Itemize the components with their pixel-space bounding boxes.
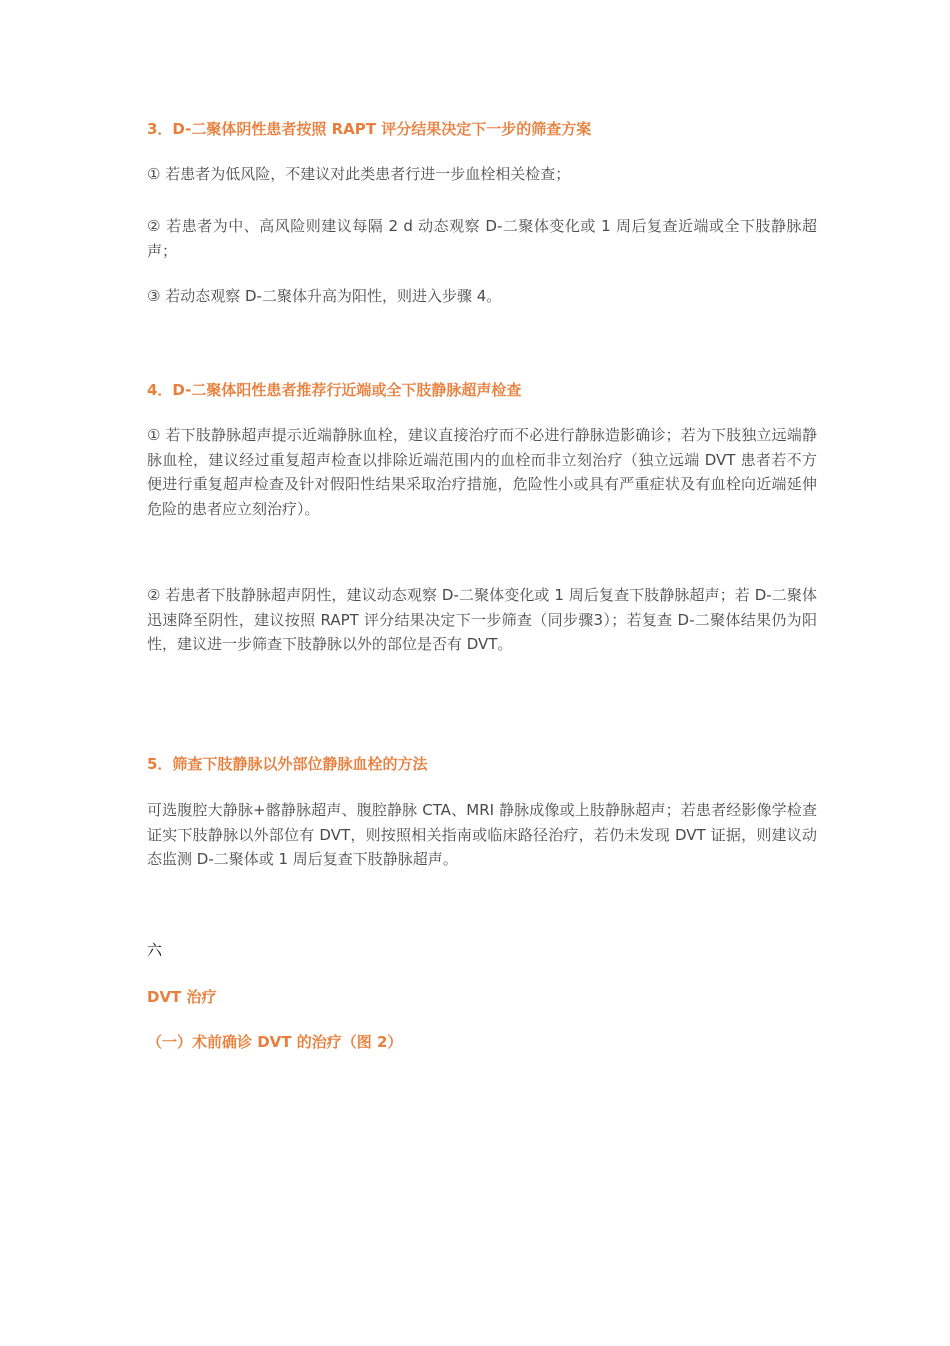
section-5-heading: 5．筛查下肢静脉以外部位静脉血栓的方法 bbox=[147, 755, 428, 773]
section-3-item-3: ③ 若动态观察 D-二聚体升高为阳性，则进入步骤 4。 bbox=[147, 287, 502, 305]
section-3-item-1: ① 若患者为低风险，不建议对此类患者行进一步血栓相关检查； bbox=[147, 165, 571, 183]
section-3-item-2: ② 若患者为中、高风险则建议每隔 2 d 动态观察 D-二聚体变化或 1 周后复查近端或全下肢静脉超声； bbox=[147, 217, 817, 260]
section-5-item-1: 可选腹腔大静脉+髂静脉超声、腹腔静脉 CTA、MRI 静脉成像或上肢静脉超声；若患者经影像学检查证实下肢静脉以外部位有 DVT，则按照相关指南或临床路径治疗，若仍未发现 DVT 证据，则建议动态监测 D-二聚体或 1 周后复查下肢静脉超声。 bbox=[147, 801, 817, 868]
section-4-heading: 4．D-二聚体阳性患者推荐行近端或全下肢静脉超声检查 bbox=[147, 381, 522, 399]
chapter-subtitle: （一）术前确诊 DVT 的治疗（图 2） bbox=[147, 1033, 403, 1051]
section-4-item-1: ① 若下肢静脉超声提示近端静脉血栓，建议直接治疗而不必进行静脉造影确诊；若为下肢独立远端静脉血栓，建议经过重复超声检查以排除近端范围内的血栓而非立刻治疗（独立远端 DVT 患者若不方便进行重复超声检查及针对假阳性结果采取治疗措施，危险性小或具有严重症状及有血栓向近端延伸危险的患者应立刻治疗）。 bbox=[147, 426, 817, 518]
section-4-item-2: ② 若患者下肢静脉超声阴性，建议动态观察 D-二聚体变化或 1 周后复查下肢静脉超声；若 D-二聚体迅速降至阴性，建议按照 RAPT 评分结果决定下一步筛查（同步骤3）；若复查 D-二聚体结果仍为阳性，建议进一步筛查下肢静脉以外的部位是否有 DVT。 bbox=[147, 586, 817, 653]
chapter-number: 六 bbox=[147, 941, 163, 959]
section-3-heading: 3．D-二聚体阴性患者按照 RAPT 评分结果决定下一步的筛查方案 bbox=[147, 120, 592, 138]
chapter-title: DVT 治疗 bbox=[147, 988, 217, 1006]
